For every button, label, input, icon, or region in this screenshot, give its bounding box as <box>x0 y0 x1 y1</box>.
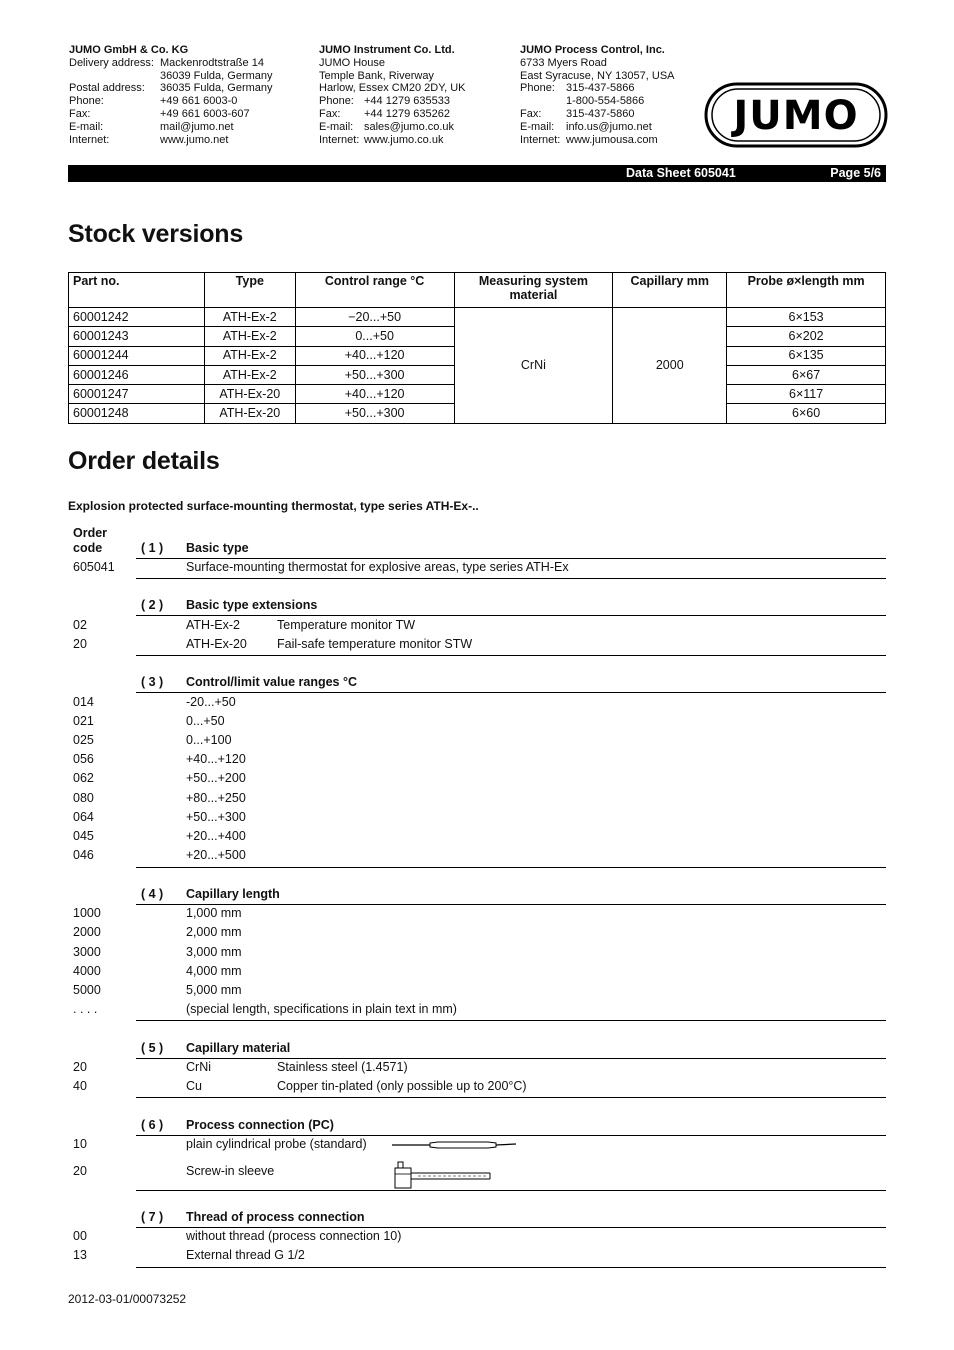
address-value: +49 661 6003-607 <box>160 107 250 120</box>
address-value: www.jumo.net <box>160 133 229 146</box>
section-title: Control/limit value ranges °C <box>186 675 358 689</box>
section-end-rule <box>136 1267 886 1268</box>
jumo-logo <box>704 82 888 148</box>
control-range-cell: +50...+300 <box>295 365 454 384</box>
order-code: 20 <box>73 1060 87 1074</box>
probe-cell: 6×117 <box>727 385 886 404</box>
address-label: Internet: <box>319 133 360 146</box>
order-description: 1,000 mm <box>186 906 242 920</box>
type-cell: ATH-Ex-20 <box>204 385 295 404</box>
address-line <box>319 121 466 134</box>
section-number: ( 6 ) <box>141 1118 164 1132</box>
section-end-rule <box>136 1097 886 1098</box>
section-title: Capillary material <box>186 1041 291 1055</box>
address-line <box>319 82 466 95</box>
address-label: E-mail: <box>520 120 555 133</box>
order-code: 056 <box>73 752 94 766</box>
address-text: East Syracuse, NY 13057, USA <box>520 69 675 82</box>
section-rule <box>136 1227 886 1228</box>
address-label: Fax: <box>69 107 91 120</box>
section-end-rule <box>136 867 886 868</box>
order-description-detail: Fail-safe temperature monitor STW <box>277 637 473 651</box>
order-description: +50...+300 <box>186 810 246 824</box>
address-label: Postal address: <box>69 82 145 95</box>
address-line <box>69 70 273 83</box>
order-description: +20...+500 <box>186 848 246 862</box>
order-description: 0...+100 <box>186 733 232 747</box>
address-line <box>319 108 466 121</box>
order-description-detail: Temperature monitor TW <box>277 618 416 632</box>
order-code: 014 <box>73 695 94 709</box>
logo-text: JUMO <box>733 93 859 139</box>
address-label: Internet: <box>520 133 561 146</box>
stock-versions-heading: Stock versions <box>68 220 244 248</box>
address-line <box>520 121 675 134</box>
order-description: 4,000 mm <box>186 964 242 978</box>
address-value: 315-437-5860 <box>566 107 635 120</box>
address-value: 36035 Fulda, Germany <box>160 82 273 95</box>
address-line <box>520 57 675 70</box>
address-text: Temple Bank, Riverway <box>319 69 434 82</box>
order-code: 20 <box>73 637 87 651</box>
type-cell: ATH-Ex-2 <box>204 346 295 365</box>
address-text: JUMO House <box>319 56 386 69</box>
address-value: mail@jumo.net <box>160 120 234 133</box>
col-header: Probe ø×length mm <box>727 273 886 308</box>
address-line <box>319 95 466 108</box>
control-range-cell: 0...+50 <box>295 327 454 346</box>
company-name: JUMO Process Control, Inc. <box>520 44 665 56</box>
page-number: Page 5/6 <box>830 166 881 180</box>
address-label: Phone: <box>69 95 104 108</box>
col-header: Type <box>204 273 295 308</box>
address-line <box>69 121 273 134</box>
order-description: 2,000 mm <box>186 925 242 939</box>
order-code: 021 <box>73 714 94 728</box>
section-rule <box>136 1135 886 1136</box>
order-code: 10 <box>73 1137 87 1151</box>
probe-cell: 6×67 <box>727 365 886 384</box>
order-code: . . . . <box>73 1002 98 1016</box>
address-line <box>69 134 273 147</box>
order-code: 20 <box>73 1164 87 1178</box>
capillary-cell: 2000 <box>613 308 727 424</box>
order-code: 2000 <box>73 925 101 939</box>
section-title: Thread of process connection <box>186 1210 365 1224</box>
address-label: Delivery address: <box>69 56 154 69</box>
address-label: Internet: <box>69 133 110 146</box>
order-description: +40...+120 <box>186 752 246 766</box>
probe-cell: 6×60 <box>727 404 886 423</box>
probe-cell: 6×153 <box>727 308 886 327</box>
address-label <box>69 70 160 83</box>
order-details-heading: Order details <box>68 447 220 475</box>
order-description: +80...+250 <box>186 791 246 805</box>
company-name: JUMO GmbH & Co. KG <box>69 44 189 56</box>
section-number: ( 2 ) <box>141 598 164 612</box>
probe-drawing-plain <box>390 1139 518 1151</box>
section-rule <box>136 1058 886 1059</box>
stock-table <box>68 272 886 424</box>
address-label: Phone: <box>520 82 555 95</box>
address-text: 6733 Myers Road <box>520 56 607 69</box>
order-description: ATH-Ex-2 <box>186 618 240 632</box>
col-header: Control range °C <box>295 273 454 308</box>
section-title: Process connection (PC) <box>186 1118 334 1132</box>
order-code-header <box>73 526 107 556</box>
company-name: JUMO Instrument Co. Ltd. <box>319 44 455 56</box>
address-value: +44 1279 635262 <box>364 107 450 120</box>
type-cell: ATH-Ex-2 <box>204 365 295 384</box>
address-value: www.jumo.co.uk <box>364 133 444 146</box>
address-line <box>520 70 675 83</box>
address-value: www.jumousa.com <box>566 133 658 146</box>
address-value: 36039 Fulda, Germany <box>160 69 273 82</box>
address-value: +44 1279 635533 <box>364 95 450 108</box>
address-germany <box>69 44 273 146</box>
control-range-cell: +50...+300 <box>295 404 454 423</box>
order-description: Screw-in sleeve <box>186 1164 275 1178</box>
address-usa <box>520 44 675 146</box>
address-line <box>69 57 273 70</box>
order-code: 080 <box>73 791 94 805</box>
section-end-rule <box>136 1190 886 1191</box>
type-cell: ATH-Ex-2 <box>204 308 295 327</box>
order-code: 062 <box>73 771 94 785</box>
address-line <box>69 95 273 108</box>
col-header: Capillary mm <box>613 273 727 308</box>
col-header: Part no. <box>69 273 205 308</box>
order-description-detail: Stainless steel (1.4571) <box>277 1060 408 1074</box>
section-number: ( 4 ) <box>141 887 164 901</box>
address-label <box>520 95 566 108</box>
part-no-cell: 60001248 <box>69 404 205 423</box>
address-value: Mackenrodtstraße 14 <box>160 56 264 69</box>
address-line <box>69 108 273 121</box>
section-number: ( 3 ) <box>141 675 164 689</box>
section-rule <box>136 692 886 693</box>
section-end-rule <box>136 578 886 579</box>
address-value: info.us@jumo.net <box>566 120 652 133</box>
order-code: 064 <box>73 810 94 824</box>
order-description: 3,000 mm <box>186 945 242 959</box>
address-label: Fax: <box>520 107 542 120</box>
address-label: E-mail: <box>319 120 354 133</box>
order-description: plain cylindrical probe (standard) <box>186 1137 367 1151</box>
order-description: without thread (process connection 10) <box>186 1229 402 1243</box>
datasheet-number: Data Sheet 605041 <box>626 166 736 180</box>
order-code: 3000 <box>73 945 101 959</box>
order-code: 13 <box>73 1248 87 1262</box>
address-line <box>520 95 675 108</box>
order-code: 02 <box>73 618 87 632</box>
datasheet-bar <box>68 165 886 182</box>
part-no-cell: 60001246 <box>69 365 205 384</box>
order-code: 605041 <box>73 560 115 574</box>
section-title: Basic type <box>186 541 249 555</box>
order-code: 025 <box>73 733 94 747</box>
address-value: sales@jumo.co.uk <box>364 120 455 133</box>
address-value: 315-437-5866 <box>566 82 635 95</box>
part-no-cell: 60001243 <box>69 327 205 346</box>
address-line <box>319 70 466 83</box>
section-end-rule <box>136 1020 886 1021</box>
section-number: ( 7 ) <box>141 1210 164 1224</box>
probe-cell: 6×202 <box>727 327 886 346</box>
address-value: 1-800-554-5866 <box>566 95 645 108</box>
section-number: ( 1 ) <box>141 541 164 555</box>
part-no-cell: 60001247 <box>69 385 205 404</box>
order-description: Cu <box>186 1079 202 1093</box>
order-description: +20...+400 <box>186 829 246 843</box>
order-description: +50...+200 <box>186 771 246 785</box>
address-label: Fax: <box>319 107 341 120</box>
address-line <box>520 82 675 95</box>
section-end-rule <box>136 655 886 656</box>
order-code: 4000 <box>73 964 101 978</box>
order-description: ATH-Ex-20 <box>186 637 247 651</box>
section-title: Capillary length <box>186 887 280 901</box>
order-code: 1000 <box>73 906 101 920</box>
table-row <box>69 308 886 327</box>
order-description: -20...+50 <box>186 695 236 709</box>
section-title: Basic type extensions <box>186 598 318 612</box>
order-code: 00 <box>73 1229 87 1243</box>
order-code: 5000 <box>73 983 101 997</box>
probe-cell: 6×135 <box>727 346 886 365</box>
type-cell: ATH-Ex-2 <box>204 327 295 346</box>
order-description: 5,000 mm <box>186 983 242 997</box>
section-number: ( 5 ) <box>141 1041 164 1055</box>
address-label: E-mail: <box>69 120 104 133</box>
address-line <box>319 57 466 70</box>
order-subtitle: Explosion protected surface-mounting thermostat, type series ATH-Ex-.. <box>68 499 479 513</box>
order-description: (special length, specifications in plain text in mm) <box>186 1002 457 1016</box>
order-code: 046 <box>73 848 94 862</box>
address-uk <box>319 44 466 146</box>
address-value: +49 661 6003-0 <box>160 95 238 108</box>
col-header: Measuring system material <box>454 273 613 308</box>
address-line <box>69 82 273 95</box>
address-line <box>319 134 466 147</box>
part-no-cell: 60001244 <box>69 346 205 365</box>
address-line <box>520 134 675 147</box>
order-code: 40 <box>73 1079 87 1093</box>
document-footer: 2012-03-01/00073252 <box>68 1292 187 1306</box>
order-code-header-line: Order <box>73 526 108 540</box>
control-range-cell: +40...+120 <box>295 385 454 404</box>
section-rule <box>136 904 886 905</box>
order-code: 045 <box>73 829 94 843</box>
address-label: Phone: <box>319 95 354 108</box>
order-description: Surface-mounting thermostat for explosive areas, type series ATH-Ex <box>186 560 569 574</box>
order-code-header-line: code <box>73 541 103 555</box>
control-range-cell: +40...+120 <box>295 346 454 365</box>
address-line <box>520 108 675 121</box>
order-description: 0...+50 <box>186 714 225 728</box>
address-text: Harlow, Essex CM20 2DY, UK <box>319 82 466 95</box>
material-cell: CrNi <box>454 308 613 424</box>
control-range-cell: −20...+50 <box>295 308 454 327</box>
order-description: CrNi <box>186 1060 211 1074</box>
order-description: External thread G 1/2 <box>186 1248 305 1262</box>
order-description-detail: Copper tin-plated (only possible up to 200°C) <box>277 1079 527 1093</box>
probe-drawing-screw-in <box>390 1160 494 1190</box>
section-rule <box>136 558 886 559</box>
section-rule <box>136 615 886 616</box>
part-no-cell: 60001242 <box>69 308 205 327</box>
type-cell: ATH-Ex-20 <box>204 404 295 423</box>
